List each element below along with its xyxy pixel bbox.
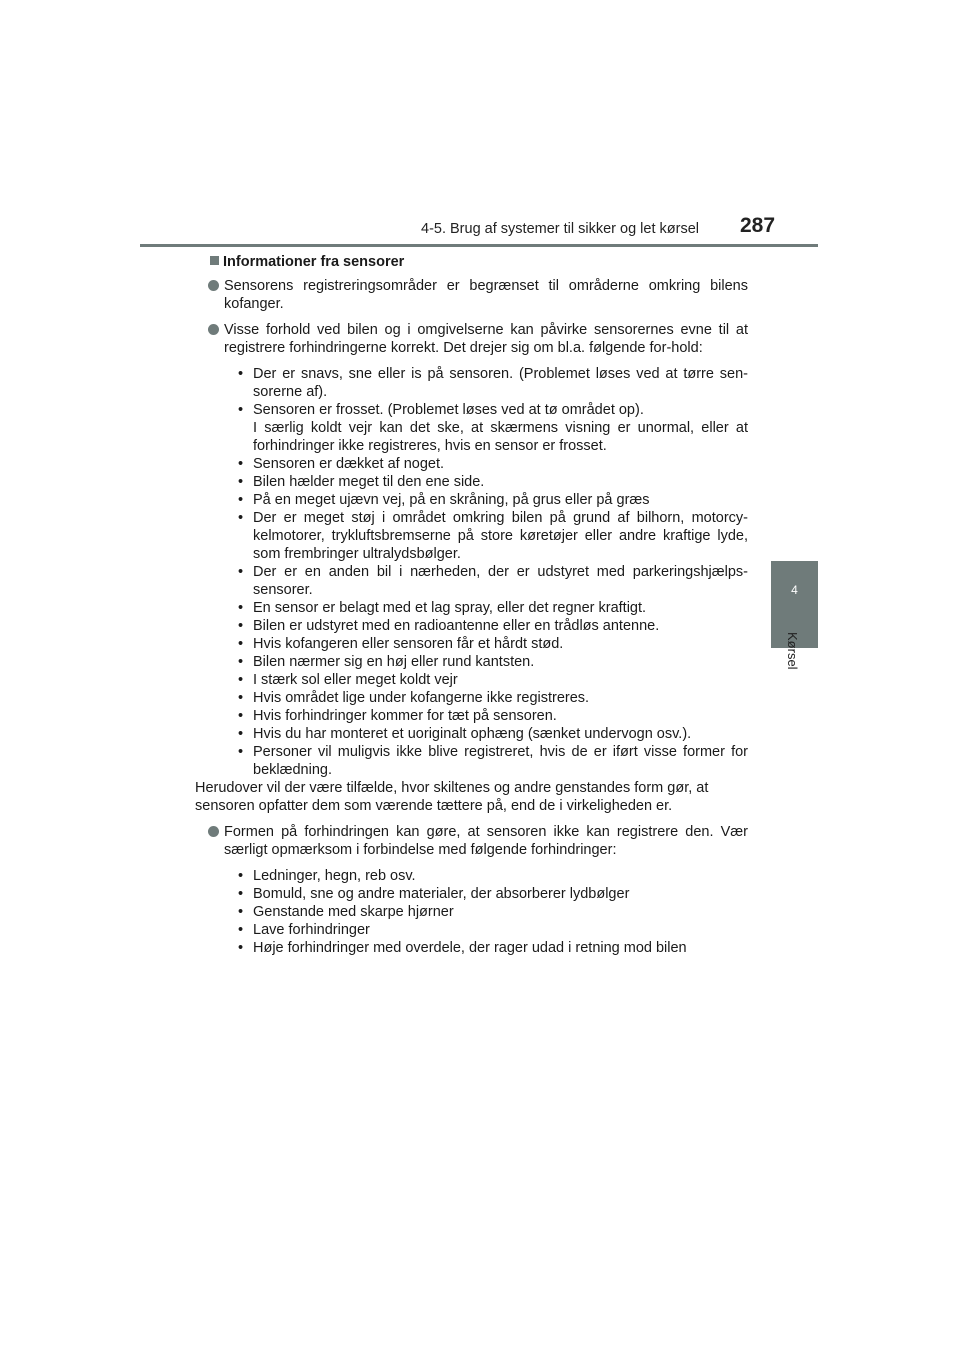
list-item: • Bilen er udstyret med en radioantenne eller en trådløs antenne. — [238, 617, 748, 635]
paragraph-text: Formen på forhindringen kan gøre, at sensoren ikke kan registrere den. Vær særligt opmærksom i forbindelse med følgende forhindringer: — [224, 824, 748, 858]
list-item: • Der er meget støj i området omkring bilen på grund af bilhorn, motorcy-kelmotorer, trykluftsbremserne på store køretøjer eller andre kraftige lyde, som frembringer ultralydsbølger. — [238, 509, 748, 563]
list-item: • Sensoren er dækket af noget. — [238, 455, 748, 473]
circle-bullet-icon — [208, 826, 219, 837]
obstacles-list — [238, 867, 748, 957]
conditions-list — [238, 365, 748, 779]
chapter-label: Kørsel — [785, 632, 800, 670]
list-item: • Hvis området lige under kofangerne ikke registreres. — [238, 689, 748, 707]
list-item: • Høje forhindringer med overdele, der rager udad i retning mod bilen — [238, 939, 748, 957]
list-item — [238, 401, 748, 455]
chapter-number: 4 — [791, 583, 798, 597]
note-paragraph: Herudover vil der være tilfælde, hvor skiltenes og andre genstandes form gør, at sensoren opfatter dem som værende tættere på, end de i virkeligheden er. — [195, 780, 709, 814]
paragraph — [208, 321, 748, 357]
page-number: 287 — [740, 214, 776, 237]
list-item: • Lave forhindringer — [238, 921, 748, 939]
list-item: • I stærk sol eller meget koldt vejr — [238, 671, 748, 689]
circle-bullet-icon — [208, 324, 219, 335]
list-item: • Personer vil muligvis ikke blive registreret, hvis de er iført visse former for beklædning. — [238, 743, 748, 779]
paragraph — [208, 277, 748, 313]
list-item: • En sensor er belagt med et lag spray, eller det regner kraftigt. — [238, 599, 748, 617]
header-divider — [140, 244, 818, 247]
list-item: • Hvis forhindringer kommer for tæt på sensoren. — [238, 707, 748, 725]
list-item: • På en meget ujævn vej, på en skråning, på grus eller på græs — [238, 491, 748, 509]
list-item: • Hvis kofangeren eller sensoren får et hårdt stød. — [238, 635, 748, 653]
page-content — [195, 253, 748, 957]
list-item-note: I særlig koldt vejr kan det ske, at skærmens visning er unormal, eller at forhindringer ikke registreres, hvis en sensor er frosset. — [253, 420, 748, 454]
list-item-text: Sensoren er frosset. (Problemet løses ved at tø området op). — [253, 402, 644, 418]
paragraph-text: Visse forhold ved bilen og i omgivelserne kan påvirke sensorernes evne til at registrere forhindringerne korrekt. Det drejer sig om bl.a. følgende for-hold: — [224, 322, 748, 356]
paragraph — [208, 823, 748, 859]
section-heading-text: Informationer fra sensorer — [223, 254, 405, 270]
list-item: • Der er en anden bil i nærheden, der er udstyret med parkeringshjælps-sensorer. — [238, 563, 748, 599]
list-item: • Bilen hælder meget til den ene side. — [238, 473, 748, 491]
section-title: 4-5. Brug af systemer til sikker og let kørsel — [421, 221, 699, 237]
paragraph-text: Sensorens registreringsområder er begrænset til områderne omkring bilens kofanger. — [224, 278, 748, 312]
list-item: • Hvis du har monteret et uoriginalt ophæng (sænket undervogn osv.). — [238, 725, 748, 743]
section-heading — [210, 253, 734, 271]
list-item: • Der er snavs, sne eller is på sensoren. (Problemet løses ved at tørre sen-sorerne af). — [238, 365, 748, 401]
square-bullet-icon — [210, 256, 219, 265]
circle-bullet-icon — [208, 280, 219, 291]
list-item: • Bomuld, sne og andre materialer, der absorberer lydbølger — [238, 885, 748, 903]
list-item: • Ledninger, hegn, reb osv. — [238, 867, 748, 885]
list-item: • Genstande med skarpe hjørner — [238, 903, 748, 921]
list-item: • Bilen nærmer sig en høj eller rund kantsten. — [238, 653, 748, 671]
